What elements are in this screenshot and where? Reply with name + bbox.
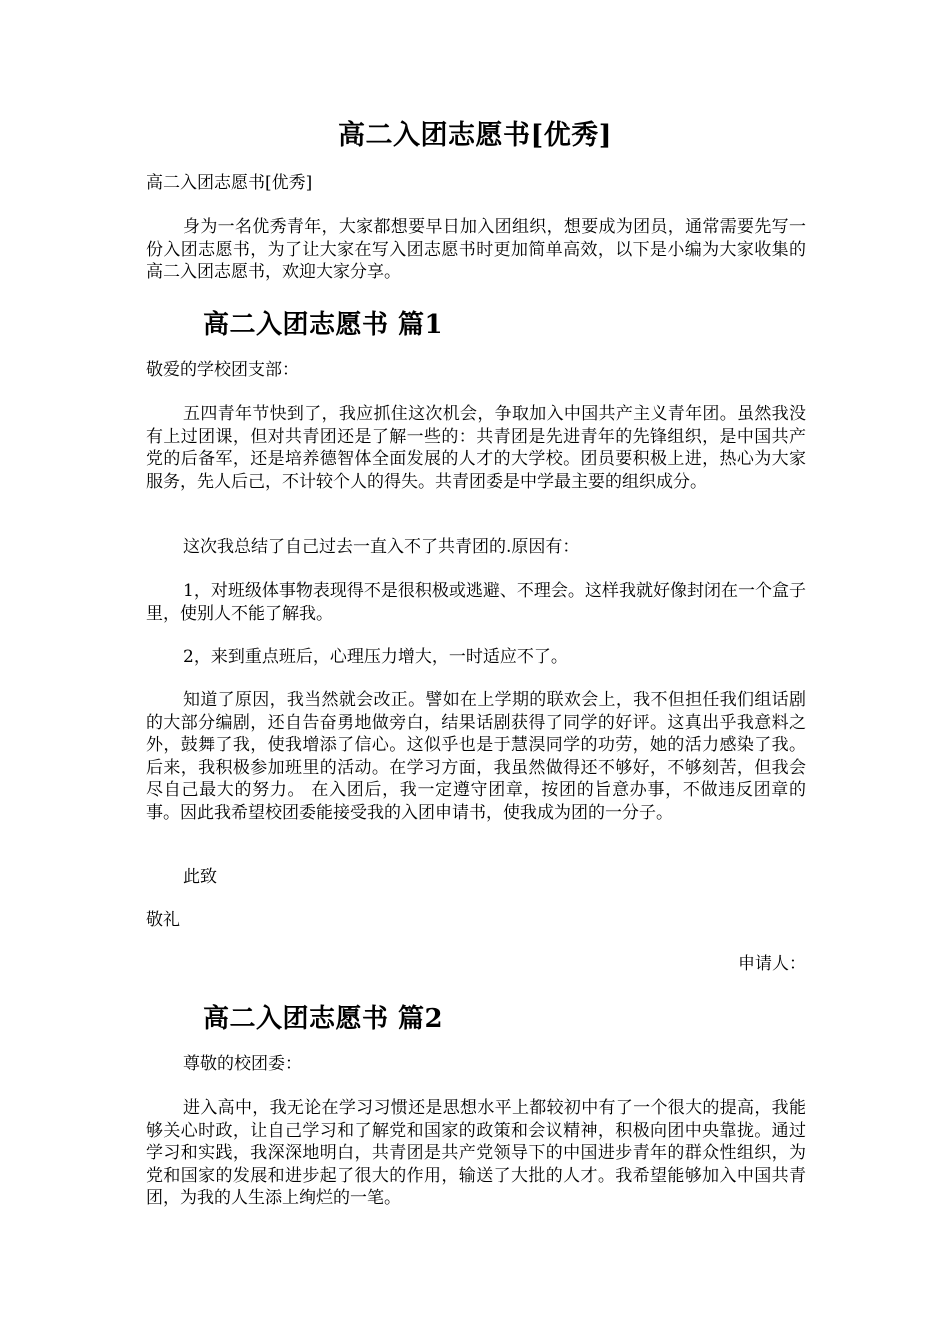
section1-paragraph-3: 1，对班级体事物表现得不是很积极或逃避、不理会。这样我就好像封闭在一个盒子里，使别人不能了解我。 <box>146 581 806 624</box>
section1-heading: 高二入团志愿书 篇1 <box>203 310 444 340</box>
section2-heading: 高二入团志愿书 篇2 <box>203 1004 444 1034</box>
section1-closing-1: 此致 <box>183 867 217 887</box>
section2-greeting: 尊敬的校团委： <box>183 1054 302 1074</box>
section1-paragraph-4: 2，来到重点班后，心理压力增大，一时适应不了。 <box>183 647 568 667</box>
document-subtitle: 高二入团志愿书[优秀] <box>146 173 313 193</box>
section1-paragraph-5: 知道了原因，我当然就会改正。譬如在上学期的联欢会上，我不但担任我们组话剧的大部分编剧，还自告奋勇地做旁白，结果话剧获得了同学的好评。这真出乎我意料之外，鼓舞了我，使我增添了信心。这似乎也是于慧淏同学的功劳，她的活力感染了我。后来，我积极参加班里的活动。在学习方面，我虽然做得还不够好，不够刻苦，但我会尽自己最大的努力。 在入团后，我一定遵守团章，按团的旨意办事，不做违反团章的事。因此我希望校团委能接受我的入团申请书，使我成为团的一分子。 <box>146 690 806 823</box>
section1-greeting: 敬爱的学校团支部： <box>146 360 299 380</box>
section1-signature: 申请人： <box>738 954 806 974</box>
intro-paragraph: 身为一名优秀青年，大家都想要早日加入团组织，想要成为团员，通常需要先写一份入团志愿书，为了让大家在写入团志愿书时更加简单高效，以下是小编为大家收集的高二入团志愿书，欢迎大家分享。 <box>146 217 806 283</box>
section1-paragraph-2: 这次我总结了自己过去一直入不了共青团的.原因有： <box>183 537 580 557</box>
section1-paragraph-1: 五四青年节快到了，我应抓住这次机会，争取加入中国共产主义青年团。虽然我没有上过团课，但对共青团还是了解一些的：共青团是先进青年的先锋组织，是中国共产党的后备军，还是培养德智体全面发展的人才的大学校。团员要积极上进，热心为大家服务，先人后己，不计较个人的得失。共青团委是中学最主要的组织成分。 <box>146 404 806 492</box>
section2-paragraph-1: 进入高中，我无论在学习习惯还是思想水平上都较初中有了一个很大的提高，我能够关心时政，让自己学习和了解党和国家的政策和会议精神，积极向团中央靠拢。通过学习和实践，我深深地明白，共青团是共产党领导下的中国进步青年的群众性组织，为党和国家的发展和进步起了很大的作用，输送了大批的人才。我希望能够加入中国共青团，为我的人生添上绚烂的一笔。 <box>146 1098 806 1209</box>
section1-closing-2: 敬礼 <box>146 910 180 930</box>
document-title: 高二入团志愿书[优秀] <box>337 120 613 151</box>
